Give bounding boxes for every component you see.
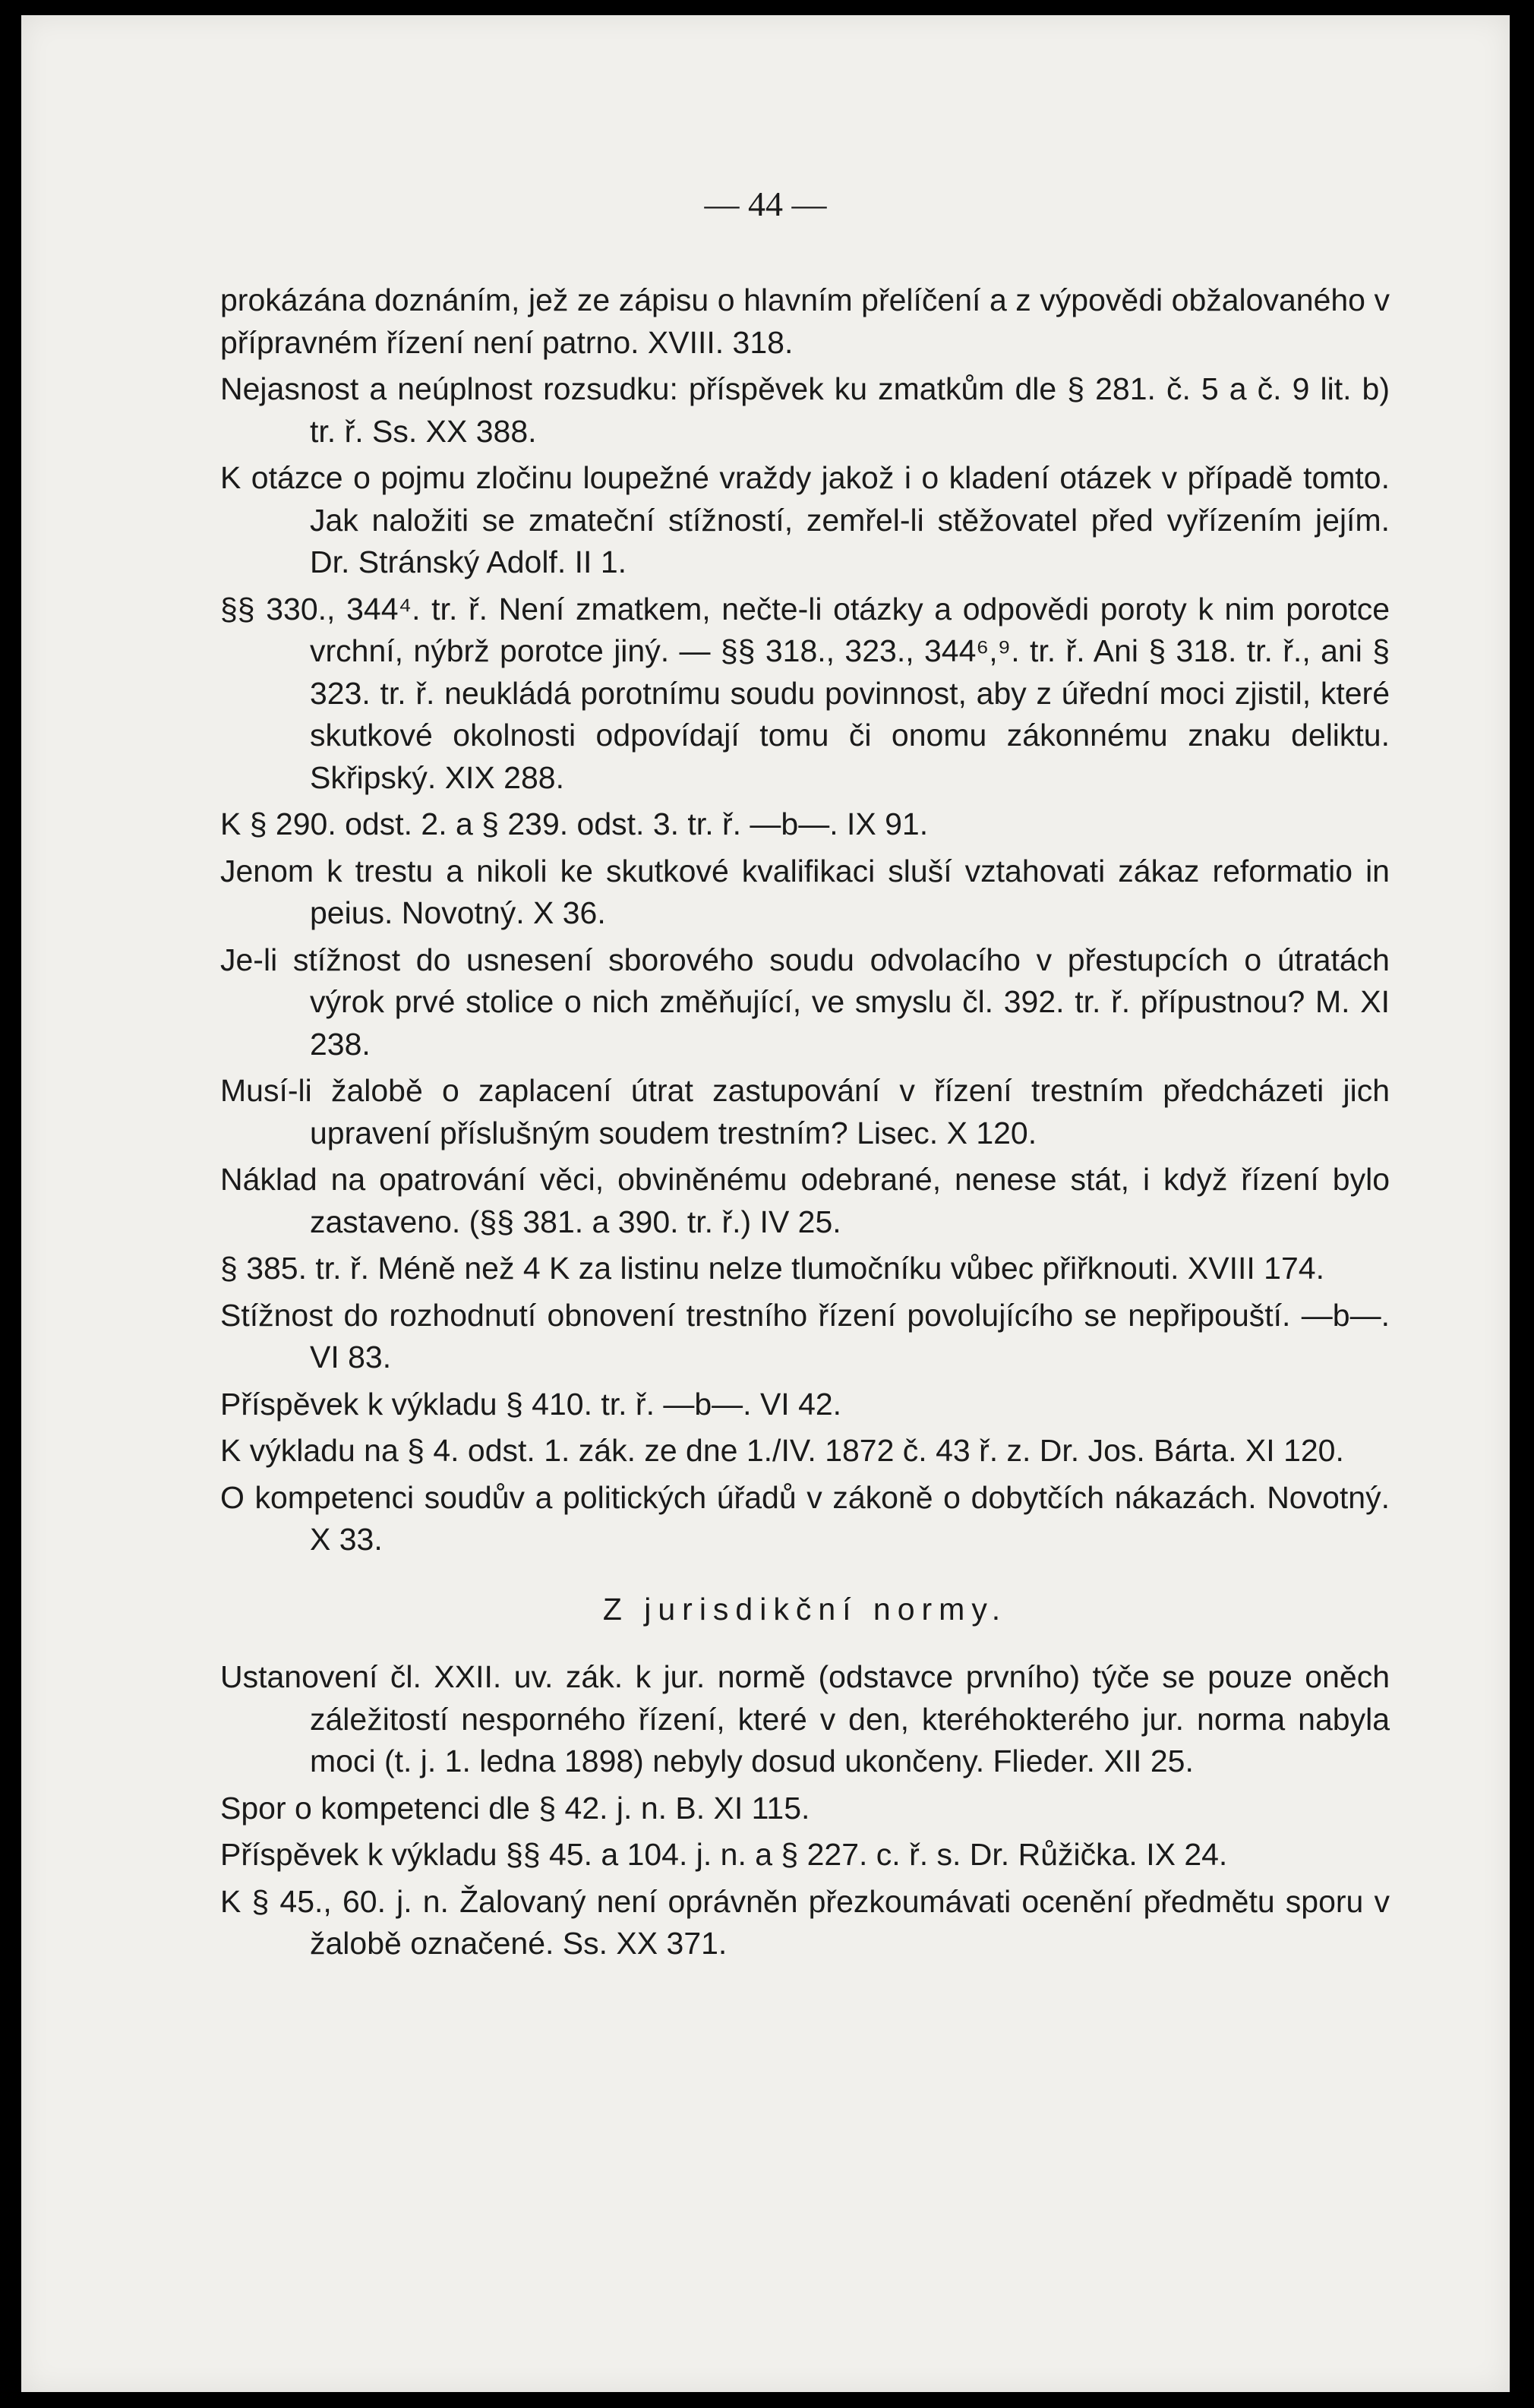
section-heading: Z jurisdikční normy. [602, 1591, 1008, 1627]
entry: K § 290. odst. 2. a § 239. odst. 3. tr. ř. —b—. IX 91. [220, 806, 929, 841]
entry: Je-li stížnost do usnesení sborového soudu odvolacího v přestupcích o útratách výrok prvé stolice o nich změňující, ve smyslu čl. 392. tr. ř. přípustnou? M. XI 238. [220, 942, 1390, 1062]
entry: Musí-li žalobě o zaplacení útrat zastupování v řízení trestním předcházeti jich upravení příslušným soudem trestním? Lisec. X 120. [220, 1073, 1390, 1150]
entry: Ustanovení čl. XXII. uv. zák. k jur. normě (odstavce prvního) týče se pouze oněch záležitostí nesporného řízení, které v den, kteréhokterého jur. norma nabyla moci (t. j. 1. ledna 1898) nebyly dosud ukončeny. Flieder. XII 25. [220, 1659, 1390, 1778]
entry-continued: prokázána doznáním, jež ze zápisu o hlavním přelíčení a z výpovědi obžalovaného v přípravném řízení není patrno. XVIII. 318. [220, 282, 1390, 360]
entry: Spor o kompetenci dle § 42. j. n. B. XI 115. [220, 1790, 810, 1826]
entry: K § 45., 60. j. n. Žalovaný není oprávněn přezkoumávati ocenění předmětu sporu v žalobě označené. Ss. XX 371. [220, 1883, 1390, 1961]
entry: Stížnost do rozhodnutí obnovení trestního řízení povolujícího se nepřipouští. —b—. VI 83. [220, 1297, 1390, 1374]
entry: Náklad na opatrování věci, obviněnému odebrané, nenese stát, i když řízení bylo zastaveno. (§§ 381. a 390. tr. ř.) IV 25. [220, 1162, 1390, 1239]
entry: § 385. tr. ř. Méně než 4 K za listinu nelze tlumočníku vůbec přiřknouti. XVIII 174. [220, 1251, 1324, 1286]
entry: Příspěvek k výkladu §§ 45. a 104. j. n. a § 227. c. ř. s. Dr. Růžička. IX 24. [220, 1837, 1228, 1872]
book-page [21, 15, 1510, 2392]
entry: Příspěvek k výkladu § 410. tr. ř. —b—. VI 42. [220, 1386, 842, 1422]
page-number: — 44 — [704, 185, 827, 223]
page-text [220, 279, 1390, 1970]
entry: K otázce o pojmu zločinu loupežné vraždy jakož i o kladení otázek v případě tomto. Jak naložiti se zmateční stížností, zemřel-li stěžovatel před vyřízením jejím. Dr. Stránský Adolf. II 1. [220, 460, 1390, 579]
entry: Jenom k trestu a nikoli ke skutkové kvalifikaci sluší vztahovati zákaz reformatio in peius. Novotný. X 36. [220, 853, 1390, 930]
entry: Nejasnost a neúplnost rozsudku: příspěvek ku zmatkům dle § 281. č. 5 a č. 9 lit. b) tr. ř. Ss. XX 388. [220, 371, 1390, 449]
entry: K výkladu na § 4. odst. 1. zák. ze dne 1./IV. 1872 č. 43 ř. z. Dr. Jos. Bárta. XI 120. [220, 1433, 1344, 1468]
entry: §§ 330., 344⁴. tr. ř. Není zmatkem, nečte-li otázky a odpovědi poroty k nim porotce vrchní, nýbrž porotce jiný. — §§ 318., 323., 344⁶,⁹. tr. ř. Ani § 318. tr. ř., ani § 323. tr. ř. neukládá porotnímu soudu povinnost, aby z úřední moci zjistil, které skutkové okolnosti odpovídají tomu či onomu zákonnému znaku deliktu. Skřipský. XIX 288. [220, 591, 1390, 795]
entry: O kompetenci soudův a politických úřadů v zákoně o dobytčích nákazách. Novotný. X 33. [220, 1479, 1390, 1557]
